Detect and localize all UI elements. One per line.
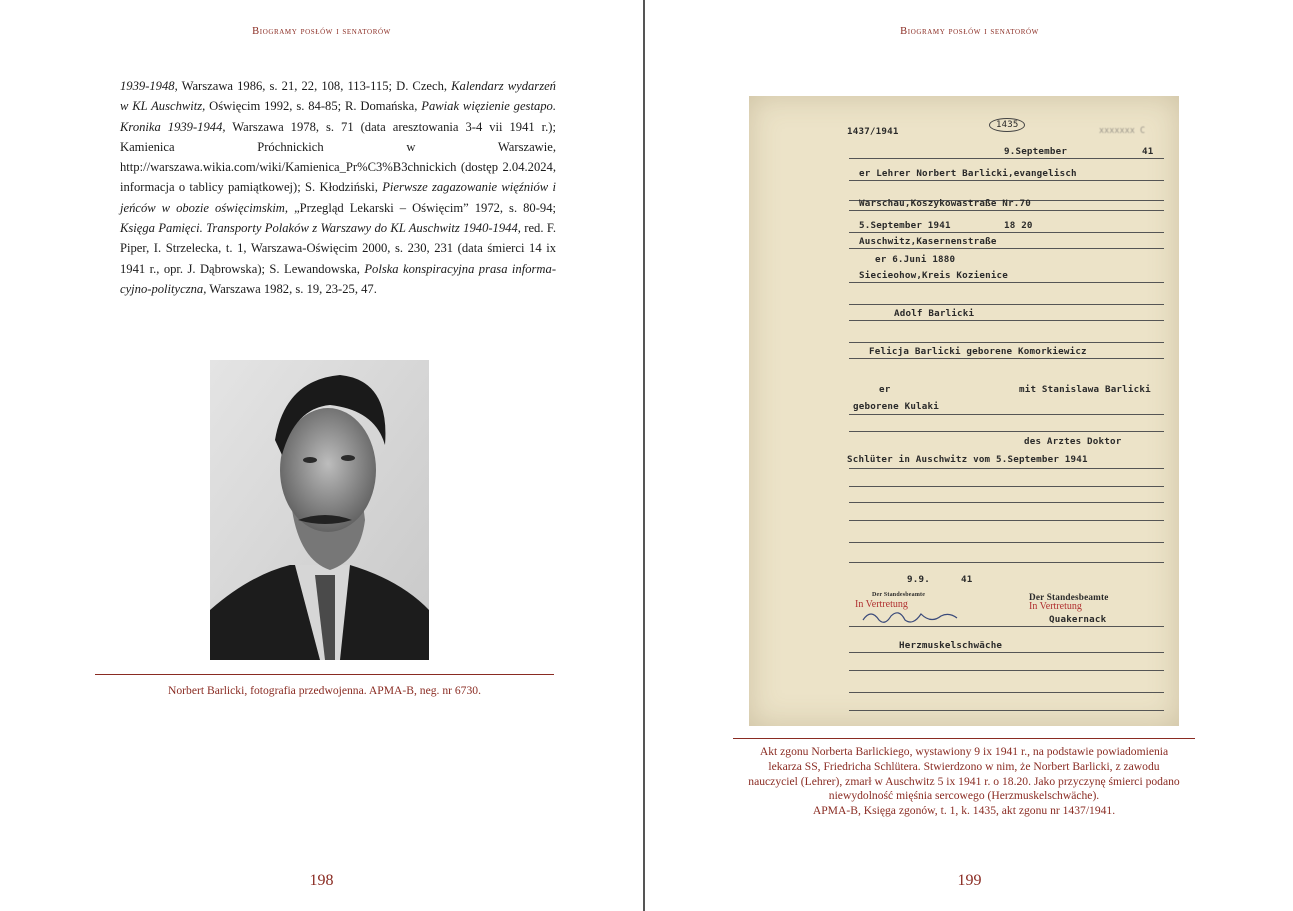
doc-birthplace: Siecieohow,Kreis Kozienice — [859, 270, 1009, 281]
doc-father: Adolf Barlicki — [894, 308, 975, 319]
doc-mother: Felicja Barlicki geborene Komorkiewicz — [869, 346, 1087, 357]
bibliography-segment: 1939-1948, — [120, 79, 178, 93]
doc-date: 9.September — [1004, 146, 1068, 157]
doc-residence: Warschau,Koszykowastraße Nr.70 — [859, 198, 1031, 209]
bibliography-segment: Księga Pamięci. Transporty Polaków z Warszawy do KL Auschwitz 1940-1944, — [120, 221, 521, 236]
bibliography-segment: Warszawa 1986, s. 21, 22, 108, 113-115; D. Czech, — [177, 79, 452, 93]
doc-year: 41 — [1142, 146, 1154, 157]
doc-registrar-left: Der Standesbeamte — [872, 592, 926, 598]
bibliography-segment: „Przegląd Lekarski – Oświęcim” 1972, s. 80-94; — [288, 200, 556, 215]
bibliography-segment: Pierwsze zagazowanie więźniów i jeńców w obozie oświęcimskim, — [120, 180, 556, 215]
bibliography-segment: Polska konspiracyjna prasa informacyjno-polityczna, — [120, 261, 557, 296]
caption-line-3: nauczyciel (Lehrer), zmarł w Auschwitz 5 ix 1941 r. o 18.20. Jako przyczynę śmierci podano — [748, 774, 1180, 788]
doc-stamp: 1435 — [989, 118, 1025, 132]
caption-line-1: Akt zgonu Norberta Barlickiego, wystawiony 9 ix 1941 r., na podstawie powiadomienia — [759, 745, 1169, 758]
bibliography-segment: red. F. Piper, I. Strzelecka, t. 1, Warszawa-Oświęcim 2000, s. 230, 231 (data śmierci 14 ix 1941 r., opr. J. Dąbrowska); S. Lewandowska, — [120, 221, 556, 276]
running-head-right: Biogramy posłów i senatorów — [900, 26, 1039, 37]
bibliography-segment: Warszawa 1982, s. 19, 23-25, 47. — [206, 281, 377, 296]
doc-spouse-prefix: er — [879, 384, 891, 395]
doc-place: Auschwitz,Kasernenstraße — [859, 236, 997, 247]
doc-birth: er 6.Juni 1880 — [875, 254, 956, 265]
document-caption — [733, 745, 1195, 819]
caption-line-5: APMA-B, Księga zgonów, t. 1, k. 1435, akt zgonu nr 1437/1941. — [812, 804, 1116, 818]
portrait-photo — [210, 360, 429, 660]
doc-spouse-maiden: geborene Kulaki — [853, 401, 939, 412]
doc-in-vertretung-right: In Vertretung — [1029, 601, 1082, 612]
doc-informant: des Arztes Doktor — [1024, 436, 1122, 447]
death-certificate-scan: 1437/1941 1435 xxxxxxx C 9.September 41 er Lehrer Norbert Barlicki,evangelisch Warschau,Koszykowastraße Nr.70 5.September 1941 18 20 Auschwitz,Kasernenstraße er 6.Juni 1880 Siecieohow,Kreis Kozienice Adolf Barlicki Felicja Barlicki geborene Komorkiewicz er mit Stanislawa Barlicki geborene Kulaki des Arztes Doktor Schlüter in Auschwitz vom 5.September 1941 9.9. 41 Der Standesbeamte Der Standesbeamte In Vertretung In Vertretung Quakernack Herzmuskelschwäche — [749, 96, 1179, 726]
doc-spouse: mit Stanislawa Barlicki — [1019, 384, 1151, 395]
caption-line-2: lekarza SS, Friedricha Schlütera. Stwierdzono w nim, że Norbert Barlicki, z zawodu — [768, 759, 1160, 773]
bibliography-segment: Kalendarz wydarzeń w KL Auschwitz, — [120, 79, 556, 114]
doc-death-time: 18 20 — [1004, 220, 1033, 231]
left-page — [0, 0, 643, 911]
bibliography-text — [120, 76, 556, 299]
caption-line-4: niewydolność mięśnia sercowego (Herzmuskelschwäche). — [828, 789, 1100, 803]
caption-rule-left — [95, 674, 554, 675]
doc-in-vertretung-left: In Vertretung — [855, 599, 908, 610]
running-head-left: Biogramy posłów i senatorów — [252, 26, 391, 37]
doc-issued: 9.9. — [907, 574, 930, 585]
doc-issued-year: 41 — [961, 574, 973, 585]
photo-caption: Norbert Barlicki, fotografia przedwojenna. APMA-B, neg. nr 6730. — [168, 684, 481, 697]
doc-death-date: 5.September 1941 — [859, 220, 951, 231]
doc-number: 1437/1941 — [847, 126, 899, 137]
doc-cause: Herzmuskelschwäche — [899, 640, 1003, 651]
caption-rule-right — [733, 738, 1195, 739]
doc-person: er Lehrer Norbert Barlicki,evangelisch — [859, 168, 1077, 179]
doc-informant2: Schlüter in Auschwitz vom 5.September 1941 — [847, 454, 1088, 465]
book-gutter — [643, 0, 645, 911]
doc-registrar-right: Der Standesbeamte — [1029, 592, 1109, 602]
page-number-right: 199 — [957, 872, 982, 889]
bibliography-segment: Warszawa 1978, s. 71 (data aresztowania 3-4 vii 1941 r.); Kamienica Próchnickich w Warszawie, http://warszawa.wikia.com/wiki/Kamienica_Pr%C3%B3chnickich (dostęp 2.04.2024, informacja o tablicy pamiątkowej); S. Kłodziński, — [120, 119, 556, 195]
doc-registrar-name: Quakernack — [1049, 614, 1107, 625]
bibliography-segment: Pawiak więzienie gestapo. Kronika 1939-1944, — [120, 99, 556, 134]
bibliography-segment: Oświęcim 1992, s. 84-85; R. Domańska, — [205, 99, 422, 114]
right-page — [646, 0, 1293, 911]
signature-scribble — [861, 606, 961, 628]
page-number-left: 198 — [309, 872, 334, 889]
